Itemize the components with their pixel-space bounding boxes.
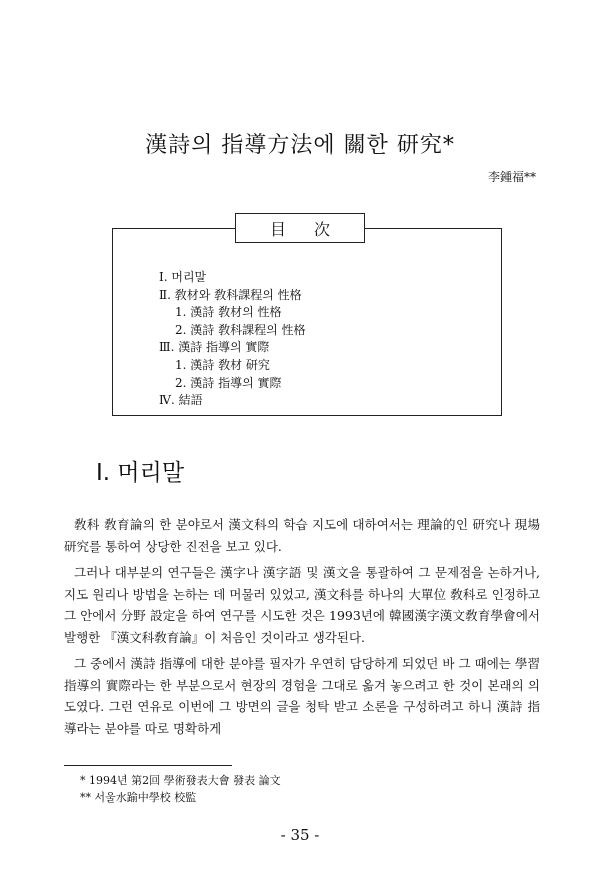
section-heading: Ⅰ. 머리말 — [96, 460, 185, 486]
footnote: ** 서울水踰中學校 校監 — [80, 791, 197, 804]
toc-item: 1. 漢詩 敎材의 性格 — [175, 305, 282, 320]
footnote-divider — [64, 765, 232, 766]
table-of-contents — [112, 219, 502, 416]
toc-item: Ⅲ. 漢詩 指導의 實際 — [159, 340, 270, 355]
footnote: * 1994년 第2回 學術發表大會 發表 論文 — [80, 774, 281, 787]
toc-item: Ⅰ. 머리말 — [159, 270, 207, 284]
toc-heading: 目次 — [235, 213, 365, 243]
body-text — [64, 514, 540, 744]
toc-item: 2. 漢詩 敎科課程의 性格 — [175, 322, 306, 337]
paper-title: 漢詩의 指導方法에 關한 研究* — [145, 133, 455, 158]
toc-list — [159, 269, 306, 410]
paragraph: 그러나 대부분의 연구들은 漢字나 漢字語 및 漢文을 통괄하여 그 문제점을 논하거나, 지도 원리나 방법을 논하는 데 머물러 있었고, 漢文科를 하나의 大單位 敎科로 인정하고 그 안에서 分野 設定을 하여 연구를 시도한 것은 1993년에 韓國漢字漢文敎育學會에서 발행한 『漢文科敎育論』이 처음인 것이라고 생각된다. — [64, 565, 540, 645]
toc-item: 1. 漢詩 敎材 研究 — [175, 357, 270, 372]
toc-item: Ⅳ. 結語 — [159, 393, 203, 408]
toc-item: 2. 漢詩 指導의 實際 — [175, 375, 282, 390]
footnotes — [80, 772, 281, 806]
toc-item: Ⅱ. 敎材와 敎科課程의 性格 — [159, 287, 302, 302]
page-number: - 35 - — [280, 826, 320, 844]
paragraph: 敎科 敎育論의 한 분야로서 漢文科의 학습 지도에 대하여서는 理論的인 研究나 現場研究를 통하여 상당한 진전을 보고 있다. — [64, 517, 540, 554]
author-name: 李鍾福** — [487, 170, 536, 184]
paragraph: 그 중에서 漢詩 指導에 대한 분야를 필자가 우연히 담당하게 되었던 바 그 때에는 學習指導의 實際라는 한 부분으로서 현장의 경험을 그대로 옮겨 놓으려고 한 것이 본래의 의도였다. 그런 연유로 이번에 그 방면의 글을 청탁 받고 소론을 구성하려고 하니 漢詩 指導라는 분야를 따로 명확하게 — [64, 656, 540, 736]
